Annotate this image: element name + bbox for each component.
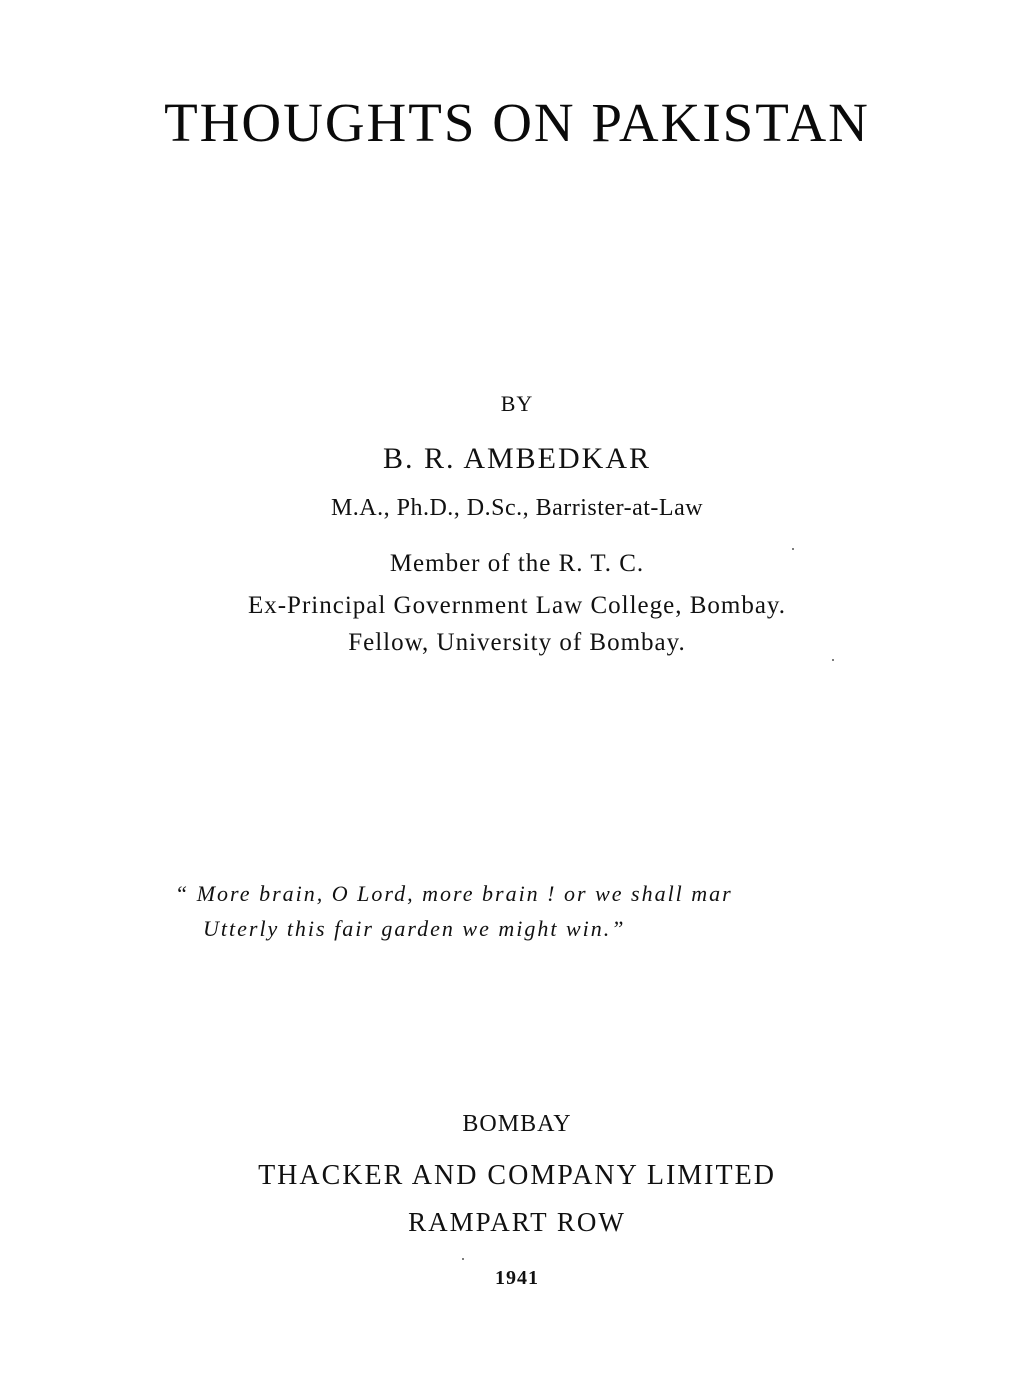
author-qualifications: M.A., Ph.D., D.Sc., Barrister-at-Law: [330, 495, 704, 521]
epigraph-line-2: Utterly this fair garden we might win.”: [203, 916, 626, 941]
print-speck: [462, 1258, 464, 1260]
imprint-address: RAMPART ROW: [408, 1207, 626, 1237]
imprint-year: 1941: [495, 1267, 539, 1289]
author-name: B. R. AMBEDKAR: [382, 442, 652, 475]
epigraph-line-1: “ More brain, O Lord, more brain ! or we shall mar: [175, 881, 733, 906]
imprint-publisher: THACKER AND COMPANY LIMITED: [258, 1160, 776, 1191]
author-position-rtc: Member of the R. T. C.: [389, 550, 645, 577]
author-position-fellow: Fellow, University of Bombay.: [348, 629, 686, 656]
imprint-city: BOMBAY: [462, 1111, 572, 1137]
book-title: THOUGHTS ON PAKISTAN: [164, 92, 870, 153]
print-speck: [792, 548, 794, 550]
author-position-principal: Ex-Principal Government Law College, Bombay.: [247, 592, 787, 619]
print-speck: [832, 659, 834, 661]
byline: BY: [500, 391, 534, 416]
